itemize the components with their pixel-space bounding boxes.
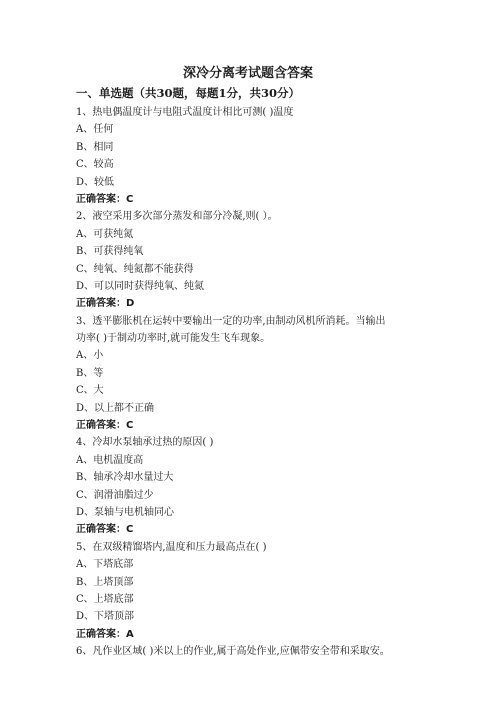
question-text: 5、在双级精馏塔内,温度和压力最高点在( ) bbox=[76, 541, 267, 553]
answer-option: B、上塔顶部 bbox=[76, 576, 134, 588]
answer-option: C、润滑油脂过少 bbox=[76, 489, 154, 501]
correct-answer: 正确答案：C bbox=[76, 193, 134, 205]
answer-option: D、下塔顶部 bbox=[76, 611, 135, 623]
question-list bbox=[76, 104, 426, 661]
correct-answer: 正确答案：D bbox=[76, 298, 135, 310]
answer-option: D、泵轴与电机轴同心 bbox=[76, 506, 175, 518]
document-title: 深冷分离考试题含答案 bbox=[182, 66, 313, 81]
answer-option: D、可以同时获得纯氧、纯氮 bbox=[76, 280, 205, 292]
question-text: 3、透平膨胀机在运转中要输出一定的功率,由制动风机所消耗。当输出 bbox=[76, 315, 386, 327]
answer-option: B、等 bbox=[76, 367, 104, 379]
question-block bbox=[76, 434, 426, 538]
question-text: 2、液空采用多次部分蒸发和部分冷凝,则( ）。 bbox=[76, 211, 278, 223]
answer-option: C、上塔底部 bbox=[76, 593, 134, 605]
question-text: 6、凡作业区域( )米以上的作业,属于高处作业,应佩带安全带和采取安。 bbox=[76, 646, 390, 658]
correct-answer: 正确答案：C bbox=[76, 420, 134, 432]
question-text: 功率( )于制动功率时,就可能发生飞车现象。 bbox=[76, 333, 271, 345]
question-block bbox=[76, 539, 426, 643]
answer-option: D、较低 bbox=[76, 176, 115, 188]
question-block bbox=[76, 643, 426, 660]
answer-option: A、下塔底部 bbox=[76, 559, 134, 571]
section-heading: 一、单选题（共30题，每题1分，共30分） bbox=[76, 86, 301, 100]
question-text: 1、热电偶温度计与电阻式温度计相比可测( )温度 bbox=[76, 107, 294, 118]
correct-answer: 正确答案：A bbox=[76, 628, 134, 640]
answer-option: D、以上都不正确 bbox=[76, 402, 155, 414]
answer-option: C、纯氧、纯氮都不能获得 bbox=[76, 263, 194, 275]
answer-option: C、较高 bbox=[76, 159, 114, 171]
answer-option: B、可获得纯氧 bbox=[76, 246, 144, 258]
correct-answer: 正确答案：C bbox=[76, 524, 134, 536]
question-text: 4、冷却水泵轴承过热的原因( ) bbox=[76, 437, 214, 449]
question-block bbox=[76, 104, 426, 208]
answer-option: A、任何 bbox=[76, 124, 114, 136]
answer-option: A、电机温度高 bbox=[76, 454, 144, 466]
answer-option: A、小 bbox=[76, 350, 104, 362]
answer-option: C、大 bbox=[76, 385, 104, 397]
question-block bbox=[76, 313, 426, 435]
answer-option: B、相同 bbox=[76, 141, 114, 153]
answer-option: B、轴承冷却水量过大 bbox=[76, 472, 174, 484]
answer-option: A、可获纯氮 bbox=[76, 228, 134, 240]
question-block bbox=[76, 208, 426, 312]
